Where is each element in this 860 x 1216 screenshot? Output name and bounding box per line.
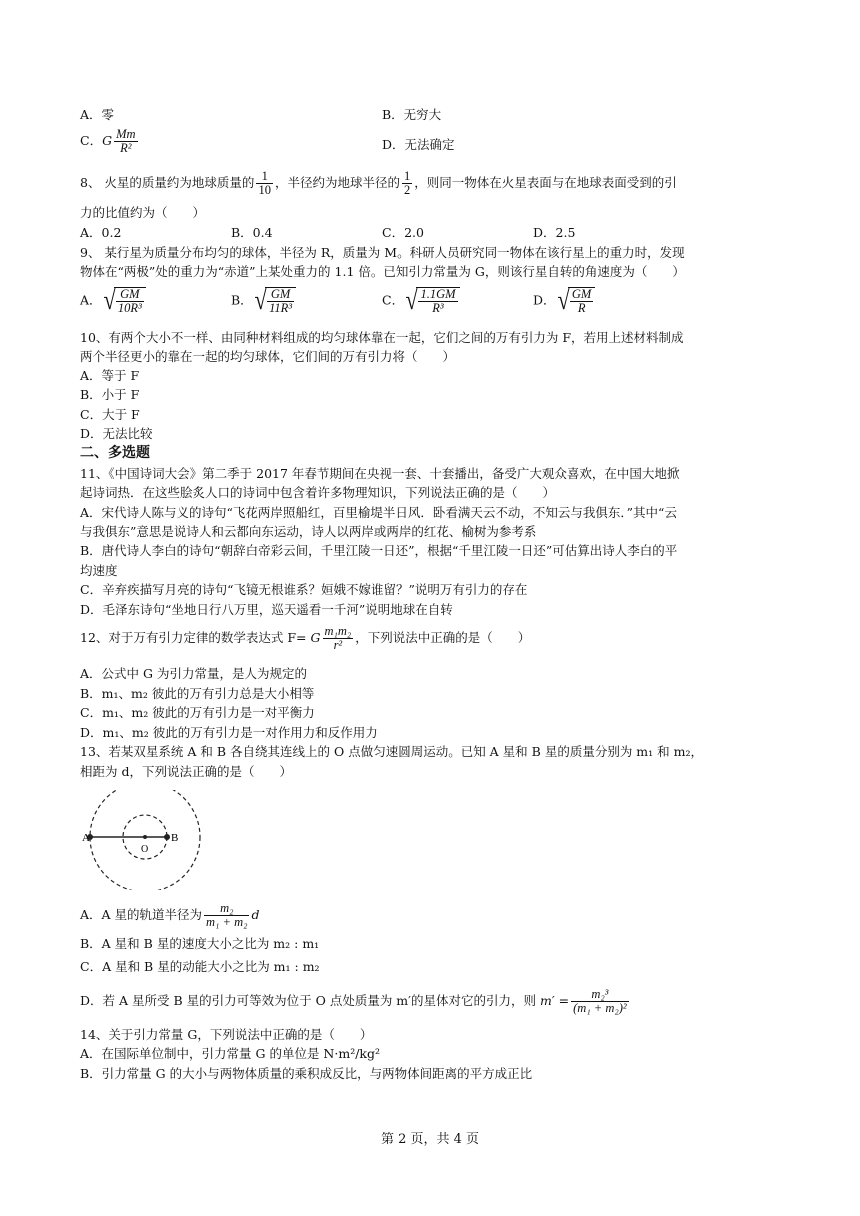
q14-option-a: A．在国际单位制中，引力常量 G 的单位是 N·m²/kg² xyxy=(80,1046,381,1061)
q12-stem: 12、对于万有引力定律的数学表达式 F= G $\frac{\text{m₁m₂}}{\text{r²}}$ ，下列说法中正确的是（ ） xyxy=(80,624,531,652)
q11-option-b-line1: B．唐代诗人李白的诗句“朝辞白帝彩云间，千里江陵一日还”，根据“千里江陵一日还”可估算出诗人李白的平 xyxy=(80,543,678,558)
orbit-outer xyxy=(90,790,200,890)
q9-option-b: B． √ $\frac{GM}{\text{11R³}}$ xyxy=(231,287,296,315)
q8-option-c: C．2.0 xyxy=(382,225,424,240)
q9-stem-line2: 物体在“两极”处的重力为“赤道”上某处重力的 1.1 倍。已知引力常量为 G，则该行星自转的角速度为（ ） xyxy=(80,264,685,279)
q10-option-a: A．等于 F xyxy=(80,368,140,383)
q7-option-a: A．零 xyxy=(80,107,115,122)
q12-option-d: D．m₁、m₂ 彼此的万有引力是一对作用力和反作用力 xyxy=(80,725,378,740)
q8-option-d: D．2.5 xyxy=(533,225,576,240)
q11-option-b-line2: 均速度 xyxy=(80,563,118,578)
q8-stem-line1: 8、 火星的质量约为地球质量的 $\frac{1}{10}$ ，半径约为地球半径的 $\frac{1}{2}$ ，则同一物体在火星表面与在地球表面受到的引 xyxy=(80,169,677,197)
q12-option-b: B．m₁、m₂ 彼此的万有引力总是大小相等 xyxy=(80,686,315,701)
q11-stem-line1: 11、《中国诗词大会》第二季于 2017 年春节期间在央视一套、十套播出，备受广大观众喜欢，在中国大地掀 xyxy=(80,466,680,481)
q7-option-b: B．无穷大 xyxy=(382,107,442,122)
q13-stem-line2: 相距为 d，下列说法正确的是（ ） xyxy=(80,764,292,779)
q10-option-c: C．大于 F xyxy=(80,407,140,422)
star-b xyxy=(164,834,170,840)
q10-stem-line2: 两个半径更小的靠在一起的均匀球体，它们间的万有引力将（ ） xyxy=(80,349,456,364)
label-a: A xyxy=(82,832,90,844)
q9-option-c: C． √ $\frac{1.1GM}{\text{R³}}$ xyxy=(382,287,460,315)
q13-option-d: D．若 A 星所受 B 星的引力可等效为位于 O 点处质量为 m′的星体对它的引力，则 m′ = $\frac{\text{m₂³}}{\text{(m₁ + m₂)²}}$ xyxy=(80,987,627,1015)
q9-option-d: D． √ $\frac{GM}{R}$ xyxy=(533,287,595,315)
q7-option-c: C．G $\frac{Mm}{\text{R²}}$ xyxy=(80,127,136,155)
q10-option-d: D．无法比较 xyxy=(80,426,153,441)
q12-option-a: A．公式中 G 为引力常量，是人为规定的 xyxy=(80,666,307,681)
label-b: B xyxy=(171,832,179,844)
q12-option-c: C．m₁、m₂ 彼此的万有引力是一对平衡力 xyxy=(80,705,315,720)
q10-stem-line1: 10、有两个大小不一样、由同种材料组成的均匀球体靠在一起，它们之间的万有引力为 F，若用上述材料制成 xyxy=(80,330,684,345)
q13-option-c: C．A 星和 B 星的动能大小之比为 m₁ : m₂ xyxy=(80,959,320,974)
q11-option-c: C．辛弃疾描写月亮的诗句“飞镜无根谁系？姮娥不嫁谁留？”说明万有引力的存在 xyxy=(80,582,528,597)
q9-stem-line1: 9、 某行星为质量分布均匀的球体，半径为 R，质量为 M。科研人员研究同一物体在该行星上的重力时，发现 xyxy=(80,245,685,260)
q11-stem-line2: 起诗词热．在这些脍炙人口的诗词中包含着许多物理知识，下列说法正确的是（ ） xyxy=(80,485,556,500)
q10-option-b: B．小于 F xyxy=(80,387,140,402)
q13-option-a: A．A 星的轨道半径为 $\frac{\text{m₂}}{\text{m₁ + m₂}}$ d xyxy=(80,901,260,929)
binary-star-figure xyxy=(82,790,212,890)
q11-option-a-line2: 与我俱东”意思是说诗人和云都向东运动，诗人以两岸或两岸的红花、榆树为参考系 xyxy=(80,524,537,539)
q11-option-a-line1: A．宋代诗人陈与义的诗句“飞花两岸照船红，百里榆堤半日风．卧看满天云不动，不知云与我俱东．”其中“云 xyxy=(80,505,677,520)
q14-option-b: B．引力常量 G 的大小与两物体质量的乘积成反比，与两物体间距离的平方成正比 xyxy=(80,1066,533,1081)
q14-stem: 14、关于引力常量 G，下列说法中正确的是（ ） xyxy=(80,1027,373,1042)
section-heading: 二、多选题 xyxy=(80,445,150,461)
q9-option-a: A． √ $\frac{GM}{\text{10R³}}$ xyxy=(80,287,146,315)
q13-stem-line1: 13、若某双星系统 A 和 B 各自绕其连线上的 O 点做匀速圆周运动。已知 A 星和 B 星的质量分别为 m₁ 和 m₂， xyxy=(80,744,703,759)
q7-option-d: D．无法确定 xyxy=(382,137,455,152)
page-footer: 第 2 页，共 4 页 xyxy=(380,1132,480,1147)
label-o: O xyxy=(141,844,149,855)
q13-option-b: B．A 星和 B 星的速度大小之比为 m₂ : m₁ xyxy=(80,936,320,951)
q8-option-a: A．0.2 xyxy=(80,225,122,240)
center-o xyxy=(143,835,147,839)
q8-stem-line2: 力的比值约为（ ） xyxy=(80,205,206,220)
q8-option-b: B．0.4 xyxy=(231,225,273,240)
q11-option-d: D．毛泽东诗句“坐地日行八万里，巡天遥看一千河”说明地球在自转 xyxy=(80,602,453,617)
